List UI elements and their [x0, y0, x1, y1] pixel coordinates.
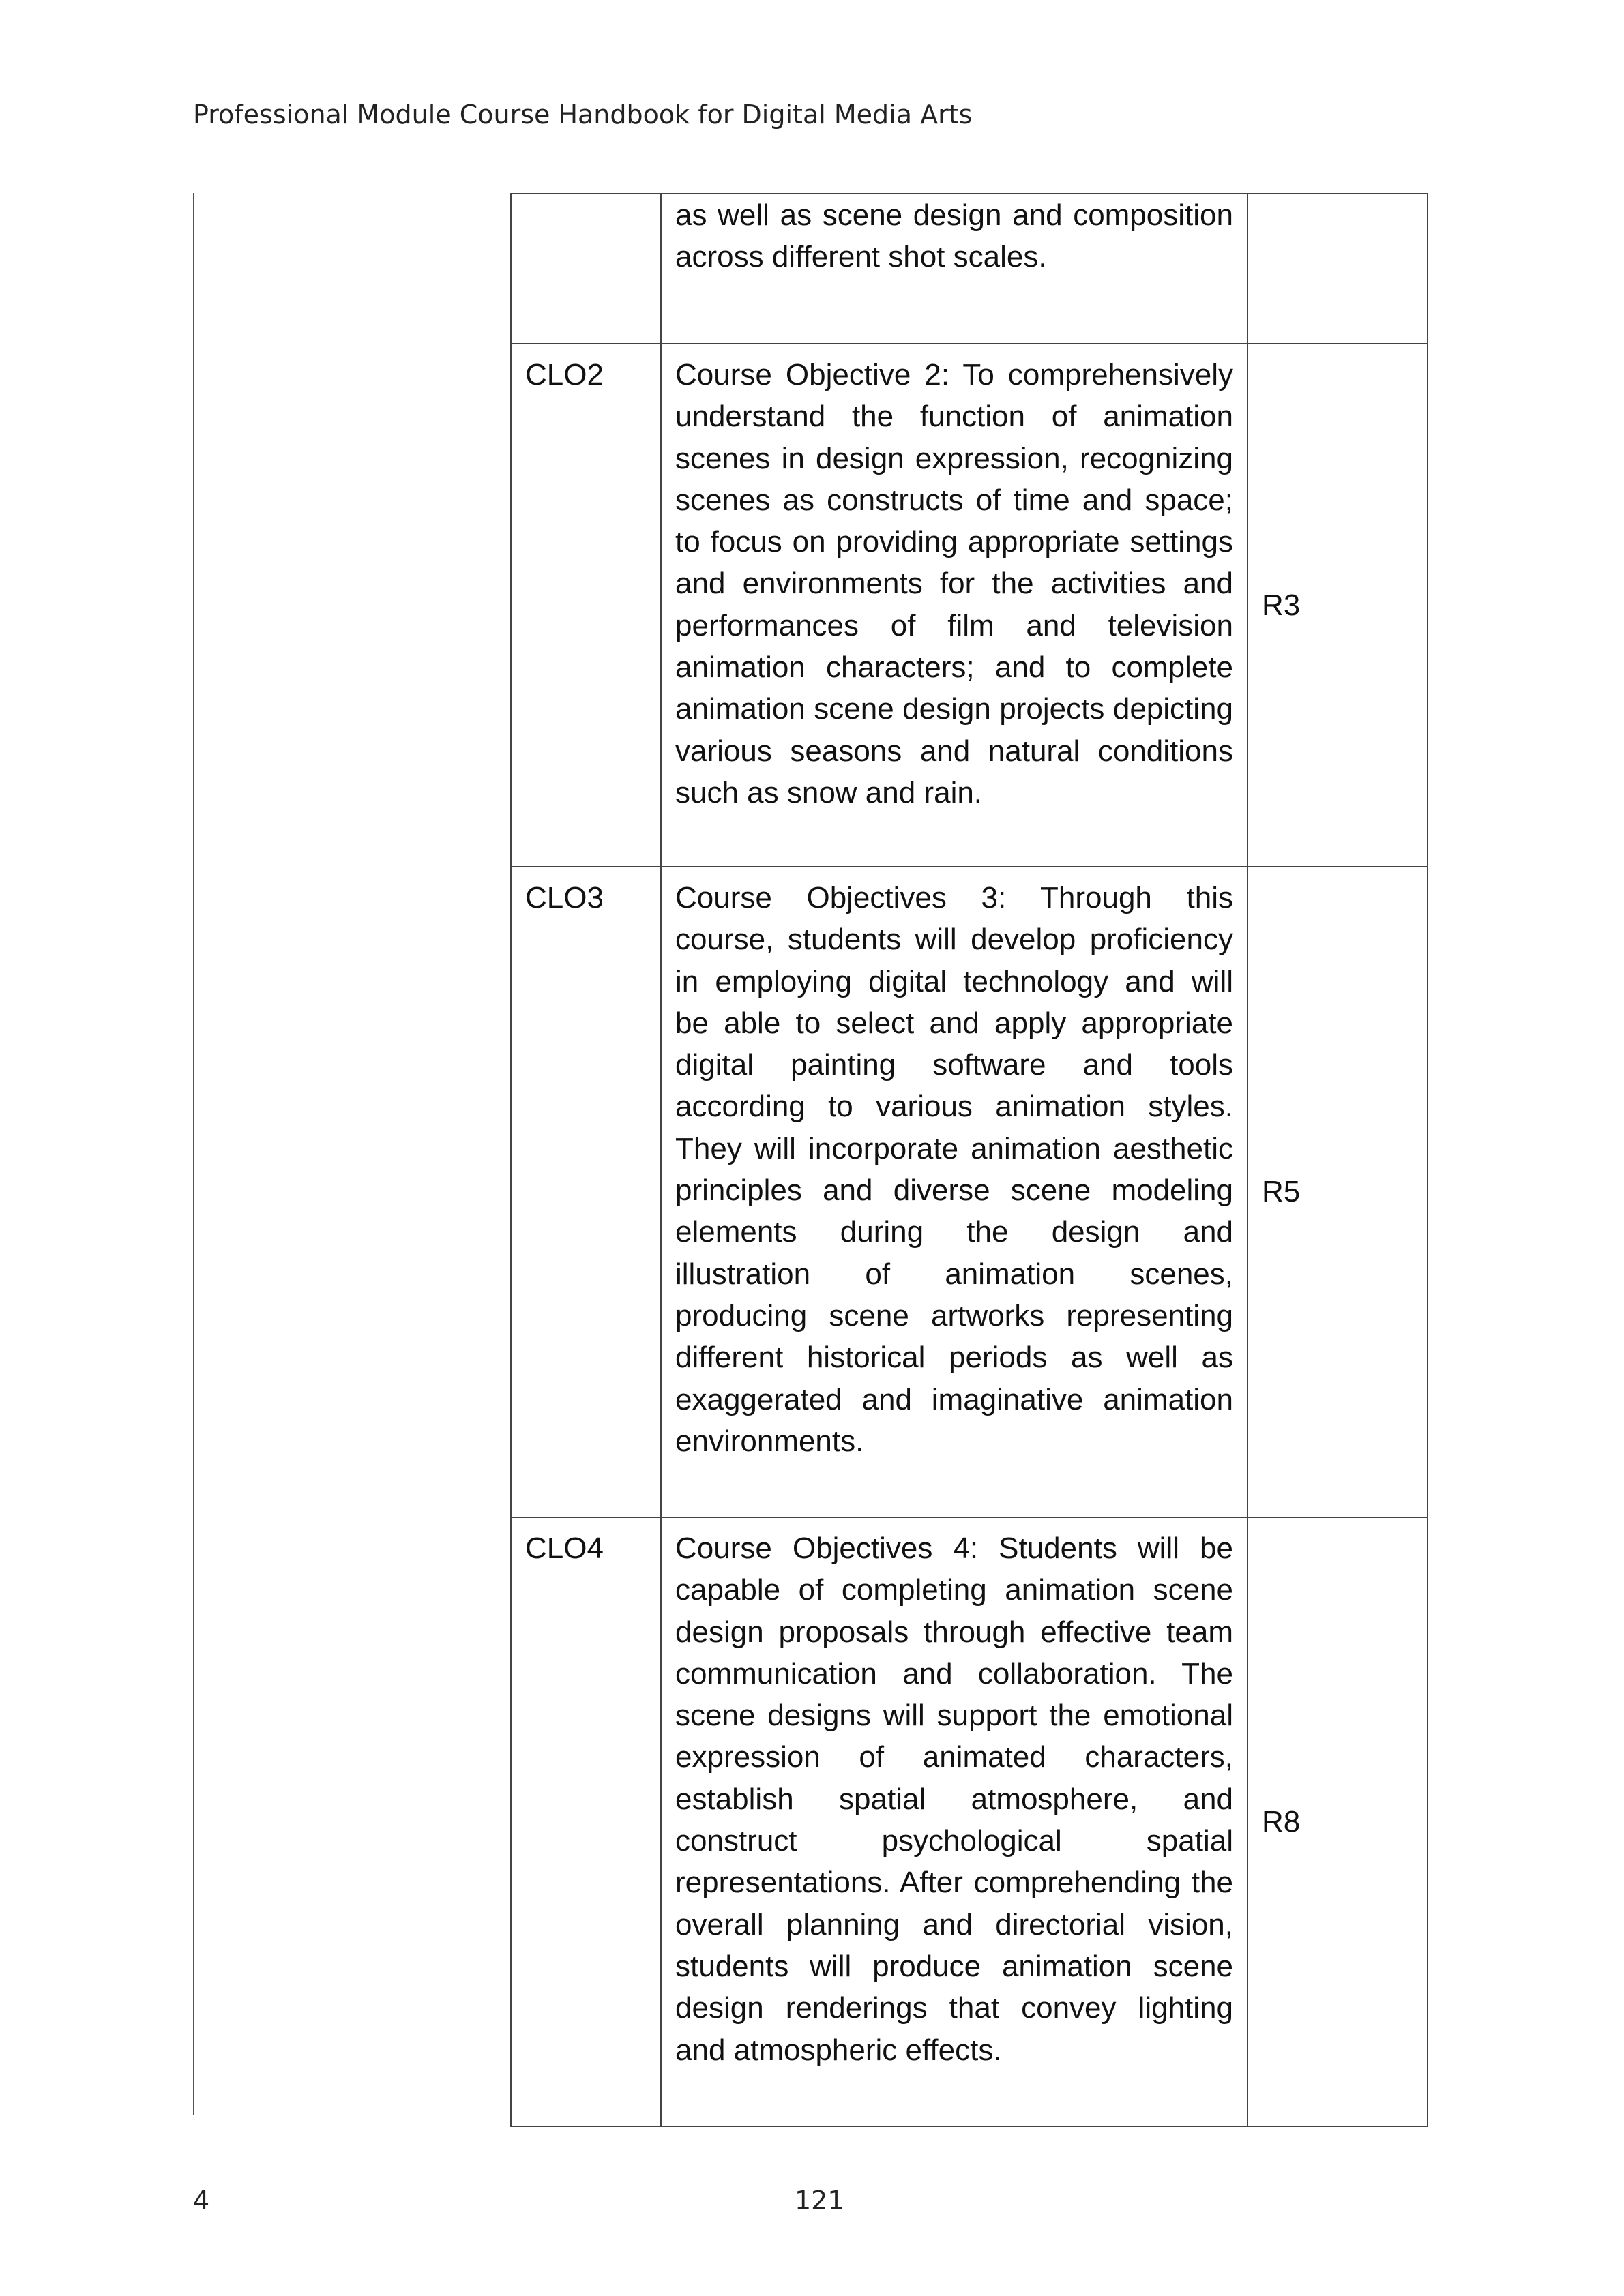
- reference-cell: R5: [1247, 867, 1428, 1517]
- objective-cell: Course Objective 2: To comprehensively understand the function of animation scenes in design expression, recognizing scenes as constructs of time and space; to focus on providing appropriate settings and environments for the activities and performances of film and television animation characters; and to complete animation scene design projects depicting various seasons and natural conditions such as snow and rain.: [661, 344, 1247, 867]
- page-number: 121: [795, 2186, 844, 2216]
- clo-code-cell: [511, 194, 661, 344]
- objective-cell: Course Objectives 4: Students will be capable of completing animation scene design proposals through effective team communication and collaboration. The scene designs will support the emotional expression of animated characters, establish spatial atmosphere, and construct psychological spatial representations. After comprehending the overall planning and directorial vision, students will produce animation scene design renderings that convey lighting and atmospheric effects.: [661, 1517, 1247, 2126]
- clo-code-cell: CLO3: [511, 867, 661, 1517]
- reference-cell: [1247, 194, 1428, 344]
- left-margin-rule: [193, 193, 194, 2115]
- objective-cell: Course Objectives 3: Through this course, students will develop proficiency in employing digital technology and will be able to select and apply appropriate digital painting software and tools according to various animation styles. They will incorporate animation aesthetic principles and diverse scene modeling elements during the design and illustration of animation scenes, producing scene artworks representing different historical periods as well as exaggerated and imaginative animation environments.: [661, 867, 1247, 1517]
- table-row: [511, 344, 1428, 867]
- clo-code-cell: CLO4: [511, 1517, 661, 2126]
- running-header: Professional Module Course Handbook for Digital Media Arts: [193, 100, 973, 130]
- reference-cell: R3: [1247, 344, 1428, 867]
- clo-table: [510, 193, 1428, 2127]
- footer-left-number: 4: [193, 2186, 210, 2216]
- clo-code-cell: CLO2: [511, 344, 661, 867]
- reference-cell: R8: [1247, 1517, 1428, 2126]
- objective-cell: as well as scene design and composition across different shot scales.: [661, 194, 1247, 344]
- table-row: [511, 867, 1428, 1517]
- table-row: [511, 1517, 1428, 2126]
- table-row: [511, 194, 1428, 344]
